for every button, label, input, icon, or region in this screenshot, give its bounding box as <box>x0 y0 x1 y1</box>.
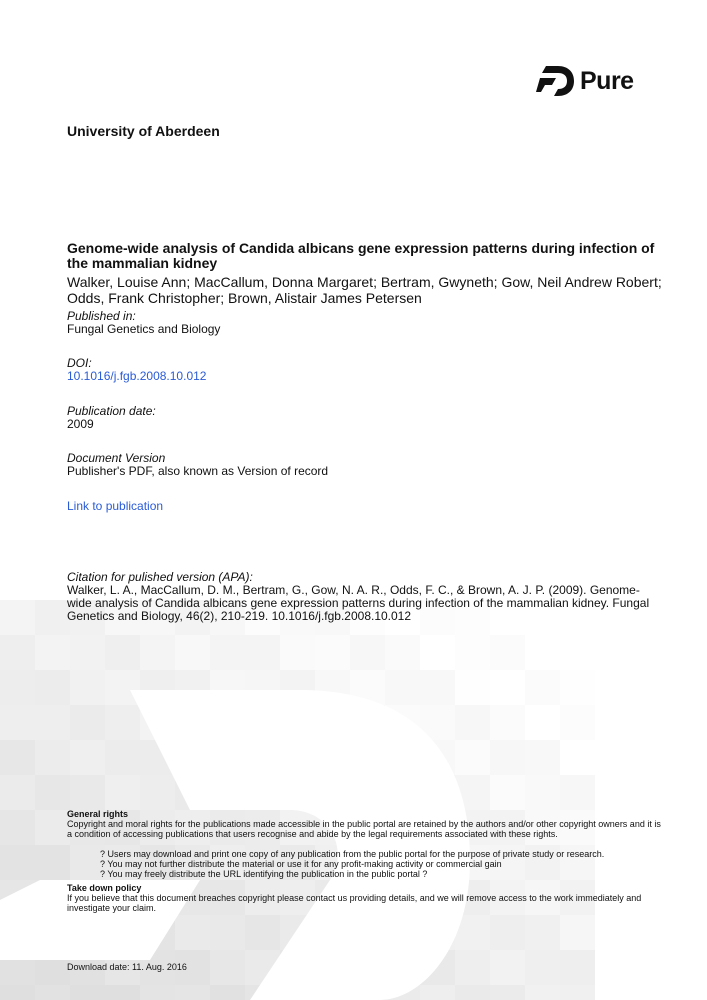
watermark-tile <box>490 985 525 1000</box>
watermark-tile <box>280 635 315 670</box>
logo-text: Pure <box>580 66 634 95</box>
watermark-tile <box>490 775 525 810</box>
watermark-tile <box>560 670 595 705</box>
watermark-tile <box>560 775 595 810</box>
watermark-tile <box>0 740 35 775</box>
watermark-tile <box>0 810 35 845</box>
watermark-tile <box>35 985 70 1000</box>
citation-text: Walker, L. A., MacCallum, D. M., Bertram, G., Gow, N. A. R., Odds, F. C., & Brown, A. J. P. (2009). Genome-wide analysis of Candida albicans gene expression patterns during infection of the mammalian kidney. Fungal Genetics and Biology, 46(2), 210-219. 10.1016/j.fgb.2008.10.012 <box>67 583 650 623</box>
watermark-tile <box>35 845 70 880</box>
published-in-label: Published in: <box>67 309 136 323</box>
watermark-tile <box>70 705 105 740</box>
general-rights-heading: General rights <box>67 809 129 819</box>
watermark-tile <box>70 670 105 705</box>
watermark-tile <box>175 915 210 950</box>
published-in-value: Fungal Genetics and Biology <box>67 322 221 336</box>
watermark-tile <box>105 985 140 1000</box>
watermark-tile <box>455 670 490 705</box>
watermark-tile <box>525 915 560 950</box>
watermark-tile <box>0 845 35 880</box>
watermark-tile <box>35 775 70 810</box>
watermark-tile <box>35 635 70 670</box>
watermark-tile <box>140 985 175 1000</box>
pure-logo <box>536 64 634 98</box>
watermark-tile <box>210 985 245 1000</box>
institution-name: University of Aberdeen <box>67 123 220 139</box>
watermark-tile <box>455 985 490 1000</box>
watermark-tile <box>245 635 280 670</box>
watermark-tile <box>210 635 245 670</box>
watermark-tile <box>455 635 490 670</box>
watermark-tile <box>525 985 560 1000</box>
watermark-tile <box>525 670 560 705</box>
doi-label: DOI: <box>67 356 92 370</box>
watermark-tile <box>175 635 210 670</box>
rights-bullet: ? You may not further distribute the material or use it for any profit-making activity or commercial gain <box>100 859 502 869</box>
watermark-tile <box>0 600 35 635</box>
watermark-tile <box>385 635 420 670</box>
watermark-tile <box>105 705 140 740</box>
watermark-tile <box>105 635 140 670</box>
authors: Walker, Louise Ann; MacCallum, Donna Margaret; Bertram, Gwyneth; Gow, Neil Andrew Robert; Odds, Frank Christopher; Brown, Alistair James Petersen <box>67 274 662 306</box>
watermark-tile <box>490 705 525 740</box>
general-rights-text: Copyright and moral rights for the publications made accessible in the public portal are retained by the authors and/or other copyright owners and it is a condition of accessing publications that users recognise and abide by the legal requirements associated with these rights. <box>67 819 661 839</box>
watermark-tile <box>210 915 245 950</box>
watermark-tile <box>0 705 35 740</box>
watermark-tile <box>455 950 490 985</box>
publication-date-label: Publication date: <box>67 404 156 418</box>
publication-title: Genome-wide analysis of Candida albicans gene expression patterns during infection of the mammalian kidney <box>67 240 655 271</box>
watermark-tile <box>525 950 560 985</box>
publication-date-value: 2009 <box>67 417 94 431</box>
watermark-tile <box>490 740 525 775</box>
watermark-tile <box>0 670 35 705</box>
watermark-tile <box>175 985 210 1000</box>
watermark-tile <box>70 775 105 810</box>
watermark-tile <box>525 775 560 810</box>
watermark-tile <box>420 670 455 705</box>
watermark-tile <box>490 915 525 950</box>
citation-label: Citation for pulished version (APA): <box>67 570 253 584</box>
download-date: Download date: 11. Aug. 2016 <box>67 962 187 972</box>
watermark-tile <box>560 915 595 950</box>
watermark-tile <box>350 635 385 670</box>
document-version-value: Publisher's PDF, also known as Version of record <box>67 464 329 478</box>
watermark-tile <box>385 670 420 705</box>
watermark-tile <box>35 600 70 635</box>
link-to-publication[interactable]: Link to publication <box>67 499 164 513</box>
watermark-tile <box>560 985 595 1000</box>
watermark-tile <box>35 740 70 775</box>
watermark-tile <box>490 635 525 670</box>
takedown-heading: Take down policy <box>67 883 142 893</box>
watermark-tile <box>490 950 525 985</box>
watermark-tile <box>525 740 560 775</box>
document-version-label: Document Version <box>67 451 166 465</box>
watermark-tile <box>35 705 70 740</box>
pure-logo-icon <box>536 64 576 98</box>
watermark-tile <box>105 775 140 810</box>
watermark-tile <box>0 635 35 670</box>
watermark-tile <box>315 635 350 670</box>
watermark-tile <box>245 915 280 950</box>
watermark-tile <box>455 740 490 775</box>
watermark-tile <box>210 950 245 985</box>
watermark-tile <box>35 670 70 705</box>
watermark-tile <box>140 635 175 670</box>
watermark-tile <box>455 705 490 740</box>
watermark-tile <box>140 775 175 810</box>
watermark-tile <box>560 950 595 985</box>
legal-notice <box>67 809 667 913</box>
watermark-tile <box>105 670 140 705</box>
watermark-tile <box>70 635 105 670</box>
takedown-text: If you believe that this document breaches copyright please contact us providing details, and we will remove access to the work immediately and investigate your claim. <box>67 893 642 913</box>
watermark-tile <box>105 740 140 775</box>
rights-bullet: ? Users may download and print one copy of any publication from the public portal for the purpose of private study or research. <box>100 849 605 859</box>
watermark-tile <box>0 775 35 810</box>
watermark-tile <box>35 810 70 845</box>
watermark-tile <box>420 985 455 1000</box>
watermark-tile <box>560 705 595 740</box>
watermark-tile <box>0 985 35 1000</box>
watermark-tile <box>70 985 105 1000</box>
watermark-tile <box>70 740 105 775</box>
rights-bullet: ? You may freely distribute the URL identifying the publication in the public portal ? <box>100 869 428 879</box>
doi-link[interactable]: 10.1016/j.fgb.2008.10.012 <box>67 369 207 383</box>
